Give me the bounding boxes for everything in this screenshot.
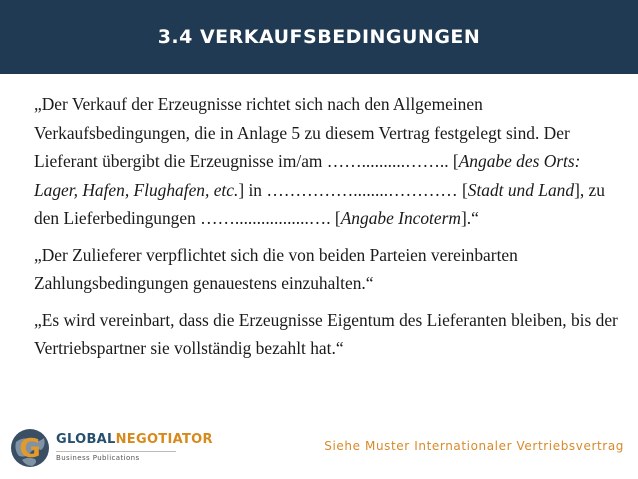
paragraph-text: ] in ……………........………… [ <box>238 179 468 200</box>
paragraph-text: ].“ <box>460 208 479 228</box>
placeholder-incoterm: Angabe Incoterm <box>340 208 461 228</box>
footer-reference-link[interactable]: Siehe Muster Internationaler Vertriebsvertrag <box>324 439 624 453</box>
paragraph-payment-terms: „Der Zulieferer verpflichtet sich die von beiden Parteien vereinbarten Zahlungsbedingungen genauestens einzuhalten.“ <box>34 244 518 293</box>
paragraph-text: ], zu den Lieferbedingungen …….................…. [ <box>34 179 605 228</box>
company-logo <box>8 426 213 470</box>
logo-tagline: Business Publications <box>56 451 176 462</box>
paragraph-text: „Der Verkauf der Erzeugnisse richtet sich nach den Allgemeinen Verkaufsbedingungen, die in Anlage 5 zu diesem Vertrag festgelegt sind. Der Lieferant übergibt die Erzeugnisse im/am ……..........…….. [ <box>34 94 570 171</box>
content-body <box>34 90 624 371</box>
paragraph-sales-terms <box>34 90 624 233</box>
placeholder-location: Angabe des Orts: Lager, Hafen, Flughafen, etc. <box>34 151 581 200</box>
globe-logo-icon <box>8 426 52 470</box>
paragraph-ownership: „Es wird vereinbart, dass die Erzeugnisse Eigentum des Lieferanten bleiben, bis der Vertriebspartner sie vollständig bezahlt hat.“ <box>34 309 618 358</box>
svg-text:G: G <box>19 434 41 464</box>
header-bar <box>0 0 638 74</box>
placeholder-city-country: Stadt und Land <box>467 179 575 200</box>
footer <box>0 418 638 479</box>
page-title: 3.4 VERKAUFSBEDINGUNGEN <box>157 26 481 48</box>
logo-wordmark: GLOBALNEGOTIATOR <box>56 432 213 447</box>
